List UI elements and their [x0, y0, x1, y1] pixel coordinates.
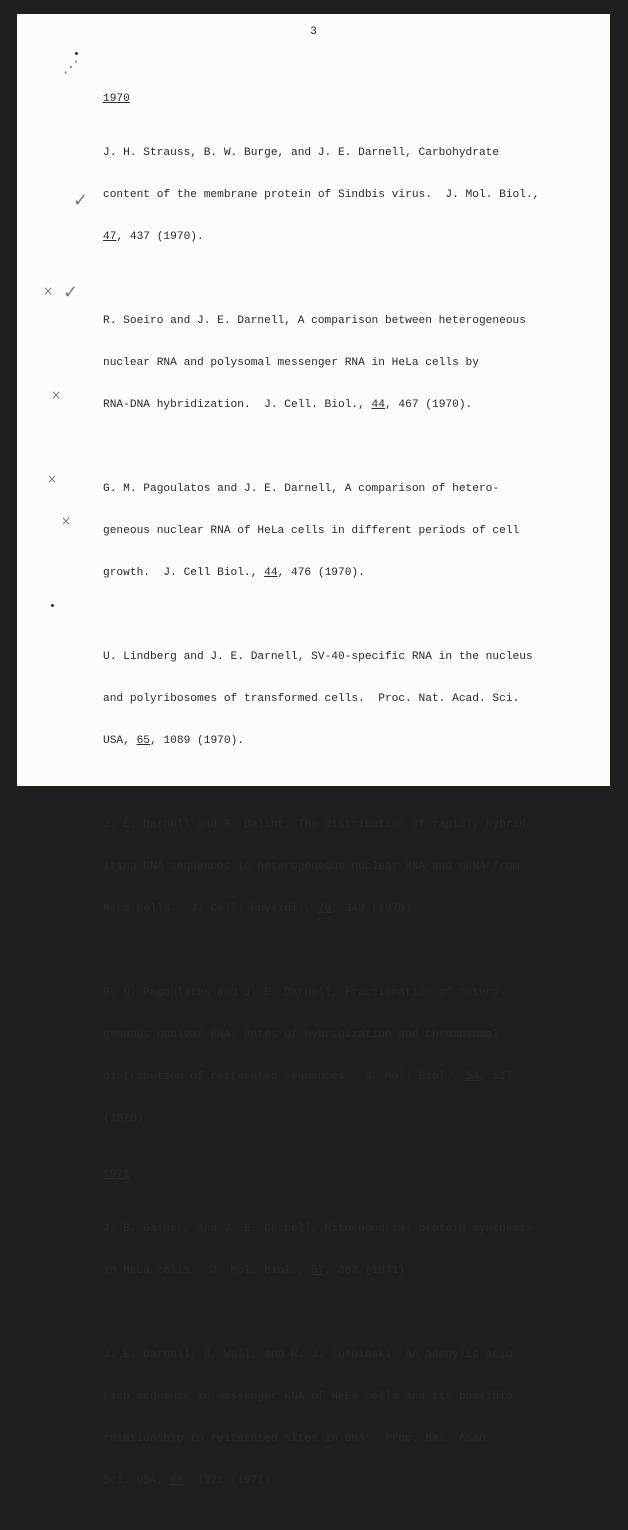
reference-line: (1970).: [103, 1113, 150, 1125]
reference-line: geneous nuclear RNA of HeLa cells in different periods of cell: [103, 525, 520, 537]
page-number: 3: [310, 26, 317, 38]
volume-number: 44: [264, 567, 278, 579]
reference-line: geneous nuclear RNA: Rates of hybridization and chromosomal: [103, 1029, 500, 1041]
margin-dot: [51, 604, 54, 607]
volume-number: 76: [317, 903, 332, 915]
reference-line: J. B. Galper, and J. E. Darnell, Mitochondrial protein synthesis: [103, 1223, 533, 1235]
cross-mark-icon: ×: [61, 514, 72, 528]
check-mark-icon: ✓: [73, 190, 89, 211]
reference-line: J. H. Strauss, B. W. Burge, and J. E. Darnell, Carbohydrate: [103, 147, 500, 159]
citation-tail: , 437 (1970).: [116, 231, 204, 243]
citation-tail: , 476 (1970).: [277, 567, 365, 579]
reference-line: [103, 902, 573, 916]
reference-line: J. E. Darnell and R. Balint, The distribution of rapidly hybrid-: [103, 819, 533, 831]
reference-line: relationship to reiterated sites in DNA. Proc. Nat. Acad.: [103, 1433, 493, 1445]
cross-mark-icon: ×: [43, 284, 54, 298]
citation-text: growth. J. Cell Biol.,: [103, 567, 265, 579]
citation-text: in HeLa cells. J. Mol. Biol.,: [103, 1265, 312, 1277]
reference-line: [103, 1070, 573, 1084]
citation-text: Sci. USA,: [103, 1475, 171, 1487]
check-mark-icon: ✓: [63, 282, 79, 303]
citation-tail: , 349 (1970).: [331, 903, 419, 915]
year-heading-1971: 1971: [103, 1169, 130, 1181]
reference-line: [103, 1264, 573, 1278]
reference-line: U. Lindberg and J. E. Darnell, SV-40-specific RNA in the nucleus: [103, 651, 533, 663]
reference-line: content of the membrane protein of Sindbis virus. J. Mol. Biol.,: [103, 189, 540, 201]
document-page: [17, 14, 610, 1487]
reference-line: izing RNA sequences in heterogeneous nuclear RNA and mRNA from: [103, 861, 520, 873]
reference-item: [103, 790, 573, 944]
reference-line: G. N. Pagoulatos and J. E. Darnell, Fractionation of hetero-: [103, 987, 506, 999]
reference-item: [103, 622, 573, 776]
margin-dot: [75, 52, 78, 55]
cross-mark-icon: ×: [47, 472, 58, 486]
reference-item: [103, 286, 573, 440]
reference-line: R. Soeiro and J. E. Darnell, A comparison between heterogeneous: [103, 315, 526, 327]
reference-line: and polyribosomes of transformed cells. Proc. Nat. Acad. Sci.: [103, 693, 520, 705]
volume-number: 54: [465, 1071, 479, 1083]
reference-line: [103, 230, 573, 244]
reference-line: [103, 1474, 573, 1488]
reference-line: [103, 566, 573, 580]
citation-tail: , 467 (1970).: [384, 399, 473, 411]
reference-item: [103, 454, 573, 608]
margin-scribble-mark: ⋰: [63, 57, 79, 76]
citation-tail: , 1321 (1971).: [183, 1475, 278, 1487]
citation-tail: , 1089 (1970).: [150, 735, 245, 747]
volume-number: 57: [311, 1265, 325, 1277]
citation-text: distribution of reiterated sequences. J. Mol. Biol.,: [103, 1071, 466, 1083]
year-heading-1970: 1970: [103, 93, 130, 105]
reference-line: rich sequence in messenger RNA of HeLa cells and its possible: [103, 1391, 513, 1403]
reference-line: [103, 398, 573, 412]
volume-number: 65: [136, 735, 151, 747]
reference-list: [103, 92, 573, 1530]
citation-text: RNA-DNA hybridization. J. Cell. Biol.,: [103, 399, 372, 411]
reference-item: [103, 118, 573, 272]
reference-line: [103, 734, 573, 748]
citation-text: USA,: [103, 735, 137, 747]
volume-number: 47: [103, 231, 117, 243]
reference-line: G. M. Pagoulatos and J. E. Darnell, A comparison of hetero-: [103, 483, 500, 495]
volume-number: 68: [170, 1475, 184, 1487]
volume-number: 44: [371, 399, 385, 411]
reference-item: [103, 1320, 573, 1516]
cross-mark-icon: ×: [51, 388, 62, 402]
reference-item: [103, 1194, 573, 1306]
reference-line: J. E. Darnell, R. Wall, and R. J. Tushinski, An adenylic acid-: [103, 1349, 520, 1361]
citation-text: HeLa cells. J. Cell. Physiol.,: [103, 903, 318, 915]
citation-tail: , 517: [478, 1071, 513, 1083]
citation-tail: , 363 (1971).: [324, 1265, 412, 1277]
reference-line: nuclear RNA and polysomal messenger RNA in HeLa cells by: [103, 357, 479, 369]
reference-item: [103, 958, 573, 1154]
